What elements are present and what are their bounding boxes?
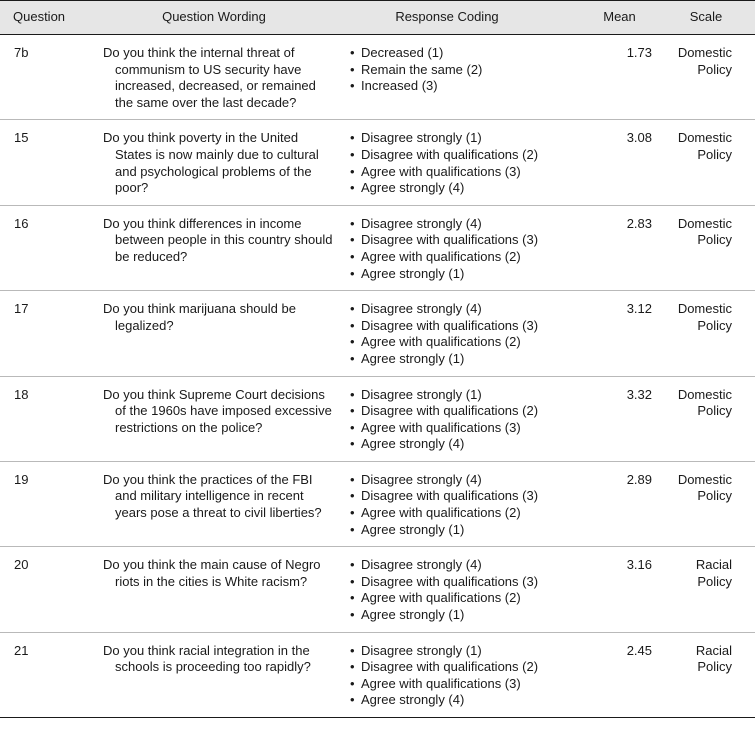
response-option: • Agree strongly (1) [350,266,554,283]
response-coding-list [350,472,554,538]
mean-value: 2.83 [554,205,657,290]
response-option: • Disagree strongly (4) [350,472,554,489]
mean-value: 3.12 [554,291,657,376]
scale-label: Policy [697,232,732,248]
scale-label: Domestic [677,215,732,231]
response-option: • Disagree with qualifications (3) [350,318,554,335]
scale-label: Policy [697,403,732,419]
scale-label: Domestic [677,386,732,402]
header-row [0,1,755,35]
response-option: • Agree strongly (1) [350,607,554,624]
response-coding-cell [340,632,554,717]
response-coding-list [350,643,554,709]
response-coding-list [350,301,554,367]
response-coding-cell [340,291,554,376]
response-coding-cell [340,461,554,546]
response-option: • Agree strongly (1) [350,351,554,368]
response-option: • Disagree strongly (1) [350,387,554,404]
response-coding-list [350,387,554,453]
response-option: • Agree with qualifications (3) [350,676,554,693]
scale-cell [657,376,755,461]
scale-label: Policy [697,488,732,504]
table-row [0,376,755,461]
question-wording-cell [88,376,340,461]
response-option: • Disagree with qualifications (3) [350,232,554,249]
scale-label: Domestic [677,471,732,487]
response-option: • Agree strongly (4) [350,692,554,709]
scale-label: Domestic [677,130,732,146]
scale-label: Policy [697,573,732,589]
mean-value: 3.32 [554,376,657,461]
table-row [0,120,755,205]
question-wording: Do you think the main cause of Negro riots in the cities is White racism? [103,557,321,589]
response-option: • Disagree strongly (4) [350,216,554,233]
response-option: • Remain the same (2) [350,62,554,79]
response-option: • Disagree with qualifications (2) [350,403,554,420]
mean-value: 3.16 [554,547,657,632]
header-response-coding: Response Coding [340,1,554,35]
mean-value: 2.89 [554,461,657,546]
question-wording-cell [88,461,340,546]
mean-value: 1.73 [554,35,657,120]
response-coding-cell [340,376,554,461]
scale-cell [657,291,755,376]
mean-value: 3.08 [554,120,657,205]
header-question-wording: Question Wording [88,1,340,35]
scale-label: Policy [697,146,732,162]
question-number: 16 [0,205,88,290]
scale-label: Racial [695,557,732,573]
response-coding-cell [340,35,554,120]
question-wording-cell [88,35,340,120]
table-header [0,1,755,35]
question-wording-cell [88,547,340,632]
response-coding-list [350,45,554,95]
response-coding-cell [340,205,554,290]
scale-label: Policy [697,317,732,333]
table-row [0,461,755,546]
question-wording: Do you think the internal threat of communism to US security have increased, decreased, or remained the same over the last decade? [103,45,316,110]
response-option: • Disagree strongly (1) [350,130,554,147]
table-row [0,291,755,376]
response-coding-list [350,130,554,196]
scale-cell [657,547,755,632]
question-number: 18 [0,376,88,461]
question-wording-cell [88,120,340,205]
table-row [0,547,755,632]
table-row [0,632,755,717]
question-wording: Do you think marijuana should be legalized? [103,301,296,333]
response-option: • Agree with qualifications (2) [350,505,554,522]
mean-value: 2.45 [554,632,657,717]
scale-label: Policy [697,61,732,77]
response-option: • Agree with qualifications (2) [350,334,554,351]
response-option: • Disagree with qualifications (3) [350,488,554,505]
table-row [0,35,755,120]
question-number: 15 [0,120,88,205]
table-row [0,205,755,290]
header-mean: Mean [554,1,657,35]
table-body [0,35,755,718]
response-option: • Disagree with qualifications (2) [350,147,554,164]
response-option: • Increased (3) [350,78,554,95]
question-number: 20 [0,547,88,632]
scale-cell [657,461,755,546]
question-wording: Do you think Supreme Court decisions of the 1960s have imposed excessive restrictions on the police? [103,386,332,435]
question-number: 21 [0,632,88,717]
response-coding-cell [340,120,554,205]
response-coding-list [350,216,554,282]
scale-label: Domestic [677,301,732,317]
response-option: • Agree strongly (4) [350,436,554,453]
question-number: 17 [0,291,88,376]
question-wording-cell [88,205,340,290]
question-number: 19 [0,461,88,546]
scale-cell [657,632,755,717]
question-wording: Do you think racial integration in the schools is proceeding too rapidly? [103,642,311,675]
header-question: Question [0,1,88,35]
response-coding-cell [340,547,554,632]
response-option: • Disagree strongly (4) [350,301,554,318]
response-option: • Decreased (1) [350,45,554,62]
response-option: • Agree strongly (4) [350,180,554,197]
header-scale: Scale [657,1,755,35]
response-option: • Agree with qualifications (3) [350,420,554,437]
response-option: • Agree with qualifications (2) [350,249,554,266]
question-number: 7b [0,35,88,120]
question-wording: Do you think the practices of the FBI and military intelligence in recent years pose a threat to civil liberties? [103,471,322,521]
response-option: • Disagree strongly (4) [350,557,554,574]
question-wording-cell [88,291,340,376]
question-wording: Do you think poverty in the United States is now mainly due to cultural and psychological problems of the poor? [103,130,319,196]
scale-label: Policy [697,659,732,675]
response-option: • Agree strongly (1) [350,522,554,539]
scale-label: Racial [695,642,732,658]
response-option: • Disagree with qualifications (2) [350,659,554,676]
question-wording-cell [88,632,340,717]
scale-cell [657,35,755,120]
scale-cell [657,120,755,205]
response-option: • Disagree strongly (1) [350,643,554,660]
response-option: • Agree with qualifications (3) [350,164,554,181]
response-coding-list [350,557,554,623]
scale-label: Domestic [677,45,732,60]
question-wording: Do you think differences in income between people in this country should be reduced? [103,215,333,264]
response-option: • Disagree with qualifications (3) [350,574,554,591]
scale-cell [657,205,755,290]
response-option: • Agree with qualifications (2) [350,590,554,607]
